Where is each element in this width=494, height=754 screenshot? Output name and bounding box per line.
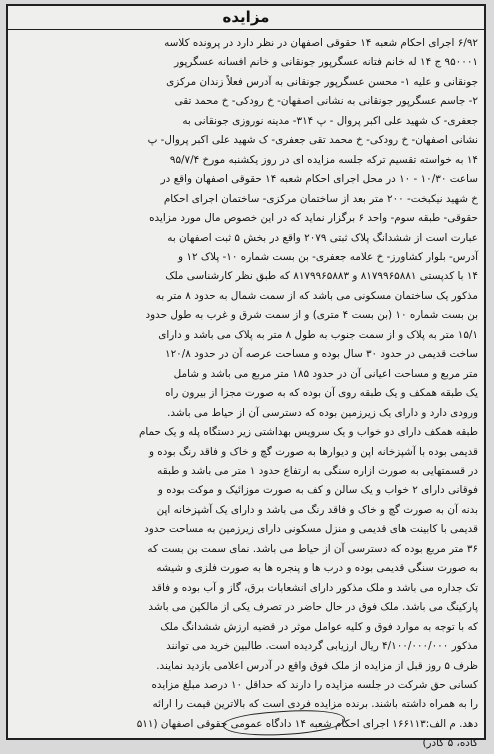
notice-line: ۶/۹۲ اجرای احکام شعبه ۱۴ حقوقی اصفهان در نظر دارد در پرونده کلاسه <box>164 37 478 49</box>
notice-line: کاده، ۵ کادر) <box>422 737 478 750</box>
notice-line: جعفری- ک شهید علی اکبر پروال - پ ۳۱۴- مدینه نوروزی جونقانی به <box>182 114 478 127</box>
notice-line: خ شهید نیکبخت- ۲۰۰ متر بعد از ساختمان مرکزی- ساختمان اجرای احکام <box>163 192 478 205</box>
notice-line: ۳۶ متر مربع بوده که دسترسی آن از حیاط می باشد. نمای سمت بن بست که <box>147 542 478 555</box>
notice-line: که با توجه به موارد فوق و کلیه عوامل موثر در قضیه ارزش ششدانگ ملک <box>160 620 478 633</box>
notice-line: دهد. م الف:۱۶۶۱۱۳ اجرای احکام شعبه ۱۴ دادگاه عمومی حقوقی اصفهان (۵۱۱ <box>136 717 478 730</box>
notice-line: ساعت ۱۰/۳۰ - ۱۰ در محل اجرای احکام شعبه ۱۴ حقوقی اصفهان واقع در <box>160 173 478 186</box>
notice-line: مذکور ۴/۱۰۰/۰۰۰/۰۰۰ ریال ارزیابی گردیده است. طالبین خرید می توانند <box>166 640 478 653</box>
notice-line: قدیمی بوده با آشپزخانه اپن و دیوارها به صورت گچ و خاک و فاقد رنگ بوده و <box>148 445 478 458</box>
notice-line: حقوقی- طبقه سوم- واحد ۶ برگزار نماید که در این خصوص مال مورد مزایده <box>149 212 478 225</box>
notice-line: ورودی دارد و دارای یک زیرزمین بوده که دسترسی آن از حیاط می باشد. <box>167 406 478 419</box>
notice-line: ظرف ۵ روز قبل از مزایده از ملک فوق واقع در آدرس اعلامی بازدید نمایند. <box>156 659 478 672</box>
notice-line: را به همراه داشته باشند. برنده مزایده فردی است که بالاترین قیمت را ارائه <box>152 698 478 711</box>
auction-notice <box>6 4 486 750</box>
notice-line: یک طبقه همکف و یک طبقه روی آن بوده که به صورت مجزا از بیرون راه <box>165 387 478 400</box>
notice-line: طبقه همکف دارای دو خواب و یک سرویس بهداشتی زیر دستگاه پله و یک حمام <box>138 426 478 439</box>
notice-line: کسانی حق شرکت در جلسه مزایده را دارند که حداقل ۱۰ درصد مبلغ مزایده <box>151 678 478 691</box>
notice-line: جونقانی و علیه ۱- محسن عسگرپور جونقانی به آدرس فعلاً زندان مرکزی <box>166 75 478 88</box>
notice-line: در قسمتهایی به صورت ازاره سنگی به ارتفاع حدود ۱ متر می باشد و طبقه <box>157 464 478 477</box>
notice-line: متر مربع و مساحت اعیانی آن در حدود ۱۸۵ متر مربع می باشد و شامل <box>173 367 478 380</box>
notice-line: به صورت سنگی قدیمی بوده و درب ها و پنجره ها به صورت فلزی و شیشه <box>156 562 478 575</box>
notice-line: ۱۴ به خواسته تقسیم ترکه جلسه مزایده ای در روز یکشنبه مورخ ۹۵/۷/۴ <box>169 153 478 166</box>
notice-line: پارکینگ می باشد. ملک فوق در حال حاضر در تصرف یکی از مالکین می باشد <box>148 601 478 614</box>
notice-line: ساخت قدیمی در حدود ۳۰ سال بوده و مساحت عرصه آن در حدود ۱۲۰/۸ <box>165 348 478 361</box>
notice-line: ۲- جاسم عسگرپور جونقانی به نشانی اصفهان- خ رودکی- خ محمد تقی <box>174 95 478 108</box>
notice-line: تک جداره می باشد و ملک مذکور دارای انشعابات برق، گاز و آب بوده و فاقد <box>151 581 478 594</box>
notice-line: بن بست شماره ۱۰ (بن بست ۴ متری) و از سمت شرق و غرب به طول حدود <box>145 309 478 322</box>
title-divider <box>8 29 484 30</box>
notice-body <box>14 34 478 754</box>
notice-line: فوقانی دارای ۲ خواب و یک سالن و کف به صورت موزائیک و موکت بوده و <box>157 484 478 497</box>
notice-line: آدرس- بلوار کشاورز- خ علامه جعفری- بن بست شماره ۱۰- پلاک ۱۲ و <box>178 250 478 263</box>
notice-line: ۹۵۰۰۰۱ ج ۱۴ له خانم فتانه عسگرپور جونقانی و خانم افسانه عسگرپور <box>174 56 478 69</box>
notice-line: بدنه آن به صورت گچ و خاک و فاقد رنگ می باشد و دارای یک آشپزخانه اپن <box>156 503 478 516</box>
notice-line: ۱۵/۱ متر به پلاک و از سمت جنوب به طول ۸ متر به پلاک می باشد و دارای <box>158 328 478 341</box>
notice-line: ۱۴ با کدپستی ۸۱۷۹۹۶۵۸۸۱ و ۸۱۷۹۹۶۵۸۸۳ که طبق نظر کارشناسی ملک <box>165 270 478 283</box>
notice-line: مذکور یک ساختمان مسکونی می باشد که از سمت شمال به حدود ۸ متر به <box>155 289 478 302</box>
notice-line: نشانی اصفهان- خ رودکی- خ محمد تقی جعفری- ک شهید علی اکبر پروال- پ <box>147 134 478 147</box>
notice-title: مزایده <box>222 8 270 26</box>
notice-line: عبارت است از ششدانگ پلاک ثبتی ۲۰۷۹ واقع در بخش ۵ ثبت اصفهان به <box>167 231 478 244</box>
notice-line: قدیمی با کابینت های قدیمی و منزل مسکونی دارای زیرزمین به مساحت حدود <box>144 523 478 536</box>
